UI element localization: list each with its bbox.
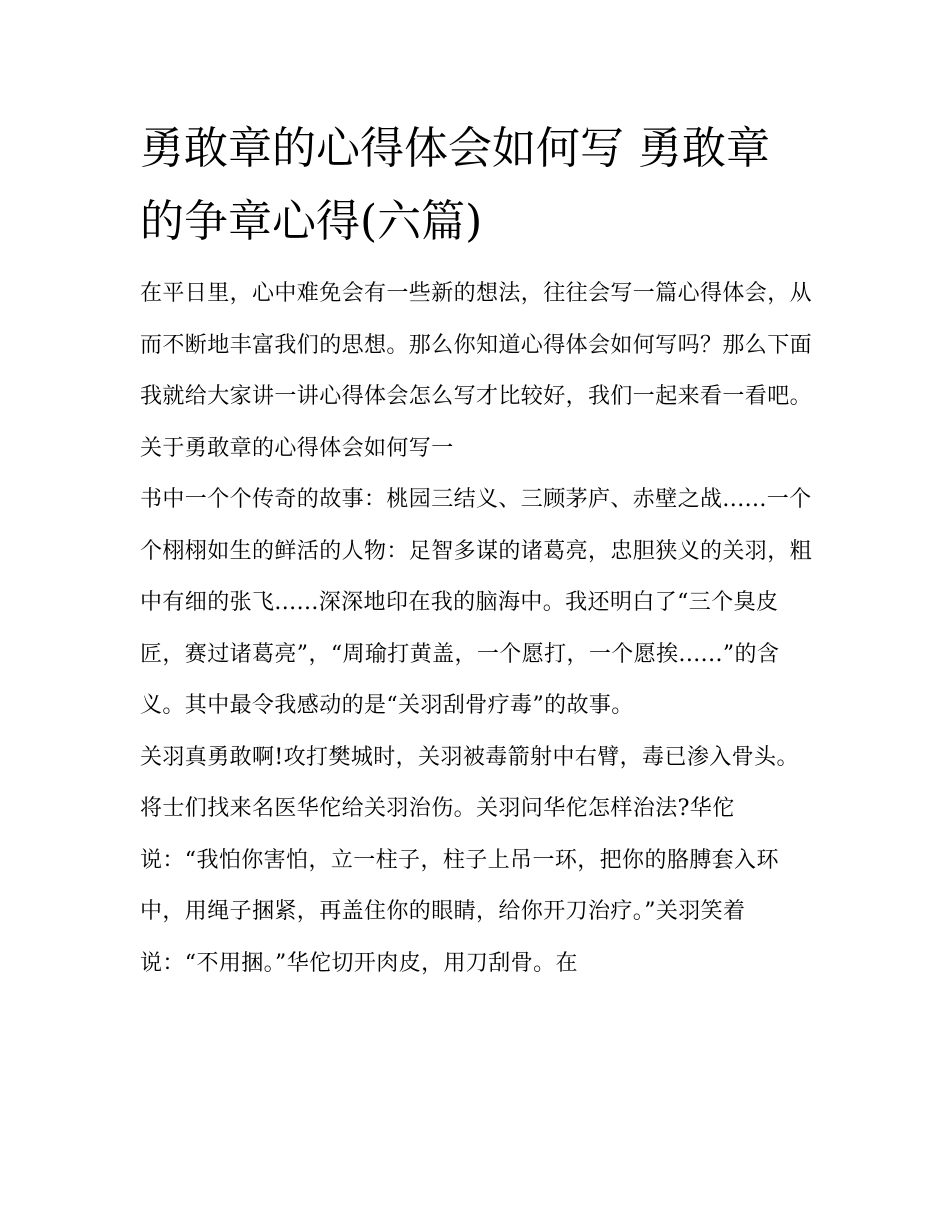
document-title: 勇敢章的心得体会如何写 勇敢章的争章心得(六篇) <box>140 123 770 247</box>
paragraph-intro: 在平日里，心中难免会有一些新的想法，往往会写一篇心得体会，从而不断地丰富我们的思想。那么你知道心得体会如何写吗？那么下面我就给大家讲一讲心得体会怎么写才比较好，我们一起来看一看吧。 <box>140 281 813 409</box>
paragraph-guan-yu: 关羽真勇敢啊!攻打樊城时，关羽被毒箭射中右臂，毒已渗入骨头。将士们找来名医华佗给关羽治伤。关羽问华佗怎样治法?华佗说：“我怕你害怕，立一柱子，柱子上吊一环，把你的胳膊套入环中，用绳子捆紧，再盖住你的眼睛，给你开刀治疗。”关羽笑着说：“不用捆。”华佗切开肉皮，用刀刮骨。在 <box>140 744 799 976</box>
section-heading: 关于勇敢章的心得体会如何写一 <box>140 435 454 461</box>
paragraph-story: 书中一个个传奇的故事：桃园三结义、三顾茅庐、赤壁之战......一个个栩栩如生的鲜活的人物：足智多谋的诸葛亮，忠胆狭义的关羽，粗中有细的张飞......深深地印在我的脑海中。我还明白了“三个臭皮匠，赛过诸葛亮”，“周瑜打黄盖，一个愿打，一个愿挨......”的含义。其中最令我感动的是“关羽刮骨疗毒”的故事。 <box>140 487 813 718</box>
document-body <box>140 112 812 989</box>
